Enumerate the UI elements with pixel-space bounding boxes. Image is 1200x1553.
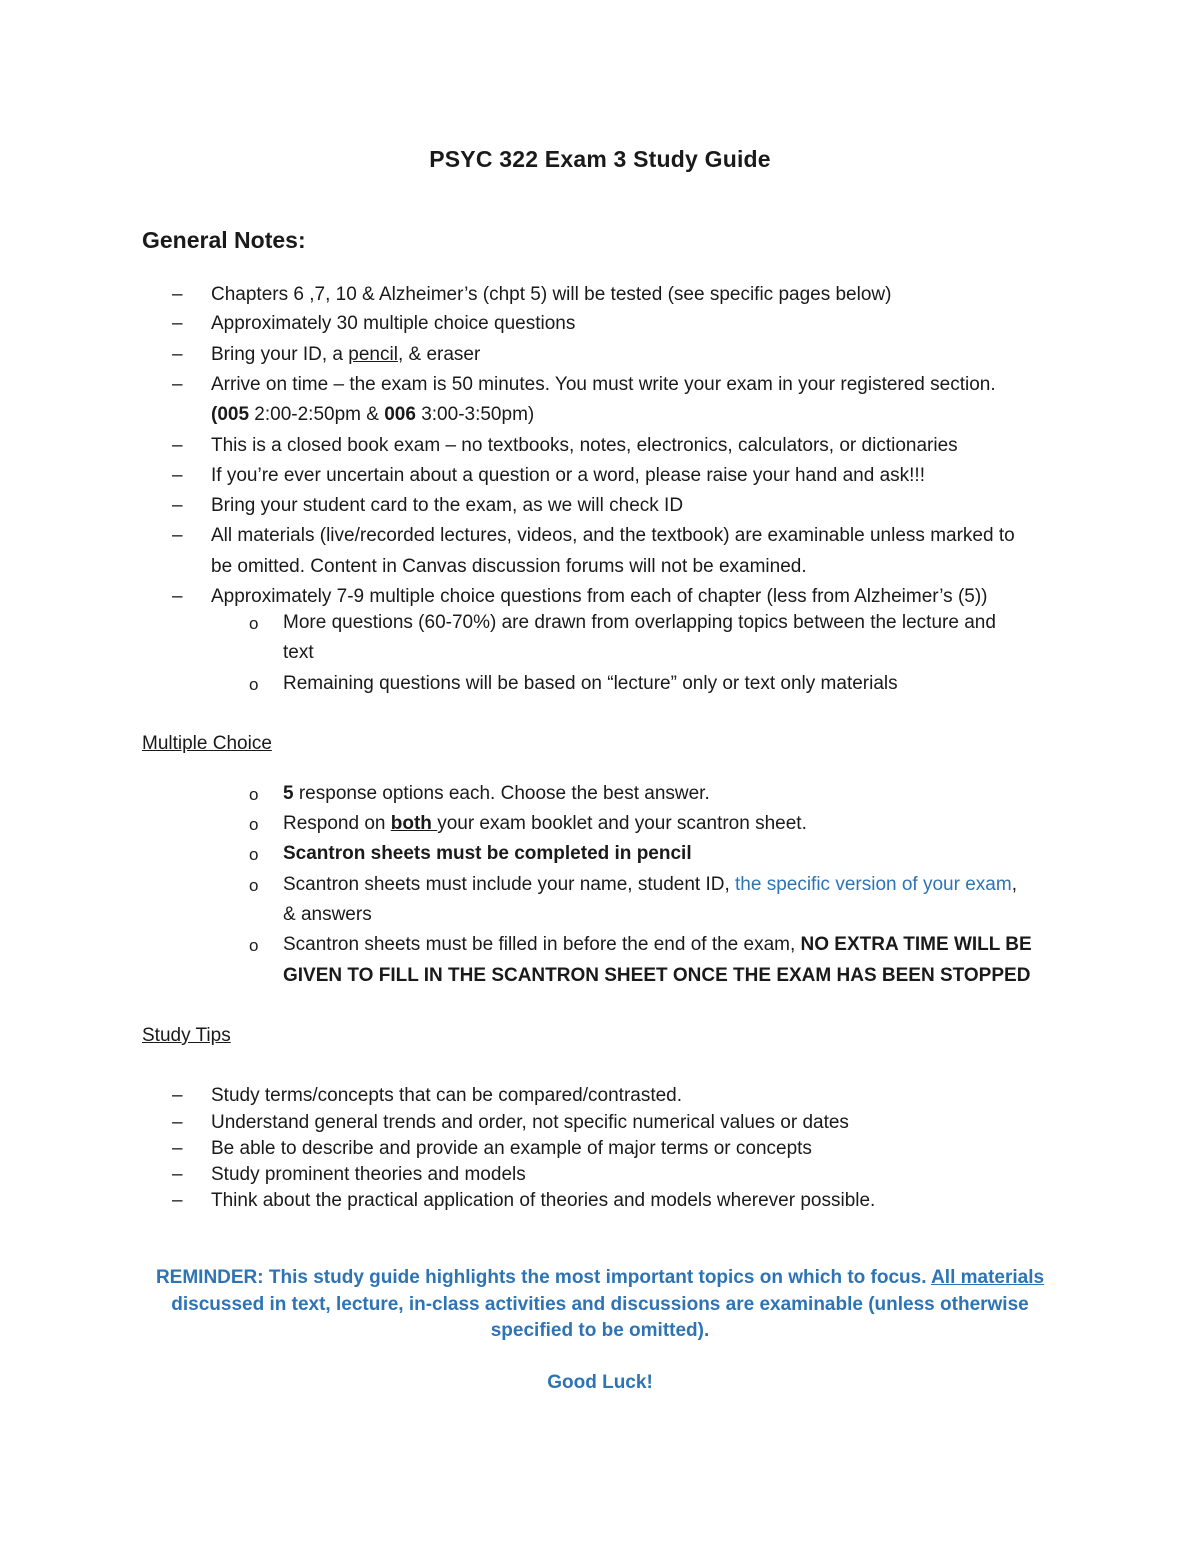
sub-bullet: o xyxy=(249,815,259,834)
mc-both-emphasis: both xyxy=(390,813,438,834)
bullet-dash: – xyxy=(172,313,183,334)
note-bring-id xyxy=(211,343,480,367)
note-remaining: Remaining questions will be based on “lecture” only or text only materials xyxy=(283,673,898,694)
sub-bullet: o xyxy=(249,876,259,895)
bullet-dash: – xyxy=(172,495,183,516)
bullet-dash: – xyxy=(172,1085,183,1106)
sub-bullet: o xyxy=(249,785,259,804)
bullet-dash: – xyxy=(172,1164,183,1185)
bullet-dash: – xyxy=(172,525,183,546)
bullet-dash: – xyxy=(172,344,183,365)
note-text: 3:00-3:50pm) xyxy=(415,404,535,425)
sub-bullet: o xyxy=(249,936,259,955)
bullet-dash: – xyxy=(172,284,183,305)
mc-respond-both xyxy=(283,812,807,836)
all-materials-underlined: All materials xyxy=(931,1267,1045,1288)
note-closed-book: This is a closed book exam – no textbooks, notes, electronics, calculators, or dictionaries xyxy=(211,435,958,456)
mc-text: response options each. Choose the best answer. xyxy=(293,783,710,804)
note-overlap-cont: text xyxy=(283,642,314,663)
good-luck: Good Luck! xyxy=(547,1372,653,1393)
bullet-dash: – xyxy=(172,1190,183,1211)
mc-options xyxy=(283,782,710,806)
mc-text: Respond on xyxy=(283,813,391,834)
note-student-card: Bring your student card to the exam, as we will check ID xyxy=(211,495,684,516)
note-materials-cont: be omitted. Content in Canvas discussion forums will not be examined. xyxy=(211,556,807,577)
tip-application: Think about the practical application of theories and models wherever possible. xyxy=(211,1190,876,1211)
page-title: PSYC 322 Exam 3 Study Guide xyxy=(429,146,771,172)
note-materials: All materials (live/recorded lectures, videos, and the textbook) are examinable unless marked to xyxy=(211,525,1015,546)
note-text: Bring your ID, a xyxy=(211,344,349,365)
mc-pencil: Scantron sheets must be completed in pencil xyxy=(283,843,692,864)
reminder-text: discussed in text, lecture, in-class activities and discussions are examinable (unless otherwise specified to be omitted). xyxy=(171,1293,1029,1341)
mc-text: Scantron sheets must include your name, student ID, xyxy=(283,874,736,895)
tip-trends: Understand general trends and order, not specific numerical values or dates xyxy=(211,1112,849,1133)
mc-include-cont: & answers xyxy=(283,904,372,925)
note-overlap: More questions (60-70%) are drawn from overlapping topics between the lecture and xyxy=(283,612,996,633)
tip-compare: Study terms/concepts that can be compared/contrasted. xyxy=(211,1085,683,1106)
bullet-dash: – xyxy=(172,435,183,456)
note-text: ( xyxy=(211,404,218,425)
note-arrive-on-time: Arrive on time – the exam is 50 minutes. You must write your exam in your registered section. xyxy=(211,374,996,395)
note-text: 2:00-2:50pm & xyxy=(249,404,385,425)
mc-fill-in xyxy=(283,933,1032,957)
note-chapters: Chapters 6 ,7, 10 & Alzheimer’s (chpt 5) will be tested (see specific pages below) xyxy=(211,284,892,305)
note-per-chapter: Approximately 7-9 multiple choice questions from each of chapter (less from Alzheimer’s (5)) xyxy=(211,586,988,607)
multiple-choice-heading: Multiple Choice xyxy=(142,733,272,754)
note-text: , & eraser xyxy=(397,344,481,365)
note-ask-questions: If you’re ever uncertain about a question or a word, please raise your hand and ask!!! xyxy=(211,465,925,486)
mc-text: your exam booklet and your scantron sheet. xyxy=(437,813,807,834)
mc-warning-cont: GIVEN TO FILL IN THE SCANTRON SHEET ONCE THE EXAM HAS BEEN STOPPED xyxy=(283,965,1031,986)
mc-version-highlight: the specific version of your exam xyxy=(735,874,1012,895)
section-006: 006 xyxy=(384,404,416,425)
bullet-dash: – xyxy=(172,1112,183,1133)
note-section-times xyxy=(211,403,534,427)
sub-bullet: o xyxy=(249,675,259,694)
bullet-dash: – xyxy=(172,374,183,395)
sub-bullet: o xyxy=(249,614,259,633)
sub-bullet: o xyxy=(249,845,259,864)
pencil-underlined: pencil xyxy=(348,344,398,365)
bullet-dash: – xyxy=(172,465,183,486)
mc-text: , xyxy=(1011,874,1017,895)
bullet-dash: – xyxy=(172,586,183,607)
reminder-text: REMINDER: This study guide highlights the most important topics on which to focus. xyxy=(155,1267,932,1288)
tip-describe: Be able to describe and provide an example of major terms or concepts xyxy=(211,1138,812,1159)
mc-warning: NO EXTRA TIME WILL BE xyxy=(800,934,1032,955)
note-question-count: Approximately 30 multiple choice questions xyxy=(211,313,576,334)
reminder-block xyxy=(130,1265,1070,1345)
section-005: 005 xyxy=(217,404,250,425)
tip-theories: Study prominent theories and models xyxy=(211,1164,526,1185)
mc-text: Scantron sheets must be filled in before the end of the exam, xyxy=(283,934,801,955)
bullet-dash: – xyxy=(172,1138,183,1159)
study-tips-heading: Study Tips xyxy=(142,1025,231,1046)
general-notes-heading: General Notes: xyxy=(142,227,306,253)
mc-option-count: 5 xyxy=(283,783,294,804)
mc-include xyxy=(283,873,1017,897)
